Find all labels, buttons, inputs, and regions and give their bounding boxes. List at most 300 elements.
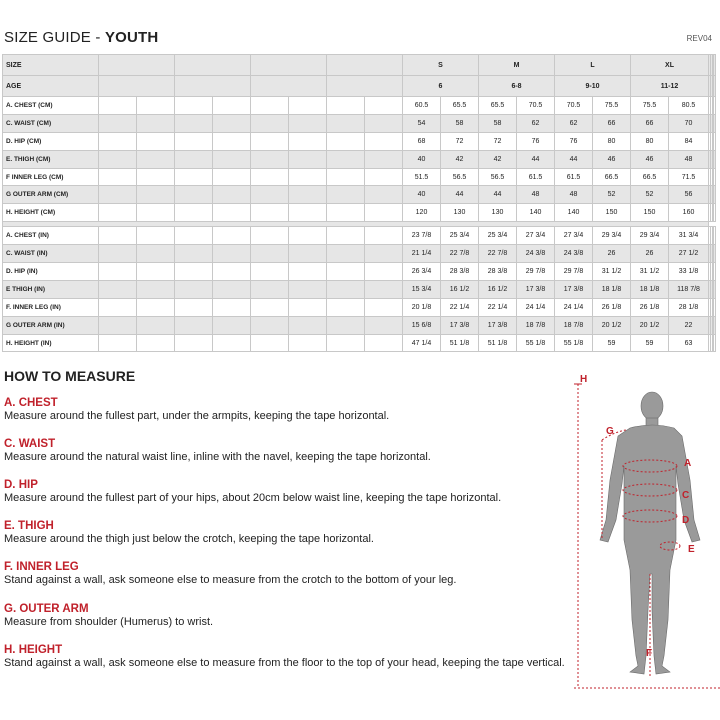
value-cell: 31 1/2 — [631, 263, 669, 281]
empty-cell — [289, 298, 327, 316]
empty-cell — [714, 204, 716, 222]
size-table — [2, 54, 716, 352]
empty-cell — [99, 132, 137, 150]
empty-cell — [365, 298, 403, 316]
figure-label-a: A — [684, 458, 692, 469]
empty-cell — [365, 97, 403, 115]
value-cell: 80 — [631, 132, 669, 150]
empty-cell — [714, 263, 716, 281]
empty-cell — [365, 334, 403, 352]
empty-cell — [365, 263, 403, 281]
empty-cell — [137, 204, 175, 222]
value-cell: 58 — [479, 114, 517, 132]
empty-cell — [327, 280, 365, 298]
value-cell: 140 — [517, 204, 555, 222]
value-cell: 23 7/8 — [403, 227, 441, 245]
value-cell: 17 3/8 — [479, 316, 517, 334]
empty-cell — [251, 204, 289, 222]
empty-cell — [251, 280, 289, 298]
empty-cell — [327, 227, 365, 245]
measure-title: E. THIGH — [4, 520, 54, 532]
value-cell: 130 — [479, 204, 517, 222]
measure-item — [4, 561, 456, 586]
value-cell: 40 — [403, 186, 441, 204]
empty-cell — [175, 316, 213, 334]
empty-cell — [327, 132, 365, 150]
empty-cell — [213, 204, 251, 222]
empty-cell — [289, 334, 327, 352]
value-cell: 52 — [593, 186, 631, 204]
table-row — [3, 150, 716, 168]
value-cell: 28 1/8 — [669, 298, 709, 316]
empty-cell — [213, 316, 251, 334]
empty-cell — [289, 227, 327, 245]
row-label: F. INNER LEG (IN) — [3, 298, 99, 316]
measure-title: C. WAIST — [4, 438, 56, 450]
value-cell: 22 — [669, 316, 709, 334]
value-cell: 52 — [631, 186, 669, 204]
empty-cell — [327, 316, 365, 334]
value-cell: 15 6/8 — [403, 316, 441, 334]
value-cell: 84 — [669, 132, 709, 150]
empty-cell — [365, 186, 403, 204]
value-cell: 66 — [631, 114, 669, 132]
figure-label-d: D — [682, 515, 690, 526]
row-label: C. WAIST (CM) — [3, 114, 99, 132]
value-cell: 59 — [593, 334, 631, 352]
table-row — [3, 334, 716, 352]
row-label: A. CHEST (CM) — [3, 97, 99, 115]
value-cell: 22 7/8 — [479, 245, 517, 263]
measure-item — [4, 397, 389, 422]
header-cell: 6-8 — [479, 76, 555, 97]
measure-item — [4, 603, 213, 628]
value-cell: 26 3/4 — [403, 263, 441, 281]
value-cell: 21 1/4 — [403, 245, 441, 263]
value-cell: 27 1/2 — [669, 245, 709, 263]
empty-cell — [251, 132, 289, 150]
empty-cell — [251, 76, 327, 97]
measure-title: A. CHEST — [4, 397, 58, 409]
value-cell: 29 3/4 — [631, 227, 669, 245]
empty-cell — [289, 150, 327, 168]
value-cell: 15 3/4 — [403, 280, 441, 298]
empty-cell — [137, 97, 175, 115]
empty-cell — [251, 298, 289, 316]
value-cell: 48 — [555, 186, 593, 204]
header-cell: XL — [631, 55, 709, 76]
empty-cell — [251, 168, 289, 186]
value-cell: 16 1/2 — [441, 280, 479, 298]
value-cell: 28 3/8 — [441, 263, 479, 281]
value-cell: 70.5 — [555, 97, 593, 115]
empty-cell — [327, 150, 365, 168]
empty-cell — [714, 132, 716, 150]
value-cell: 56.5 — [479, 168, 517, 186]
value-cell: 62 — [555, 114, 593, 132]
empty-cell — [99, 245, 137, 263]
value-cell: 140 — [555, 204, 593, 222]
value-cell: 56.5 — [441, 168, 479, 186]
measure-item — [4, 520, 374, 545]
empty-cell — [327, 76, 403, 97]
empty-cell — [175, 132, 213, 150]
measure-title: G. OUTER ARM — [4, 603, 89, 615]
value-cell: 24 3/8 — [517, 245, 555, 263]
empty-cell — [365, 132, 403, 150]
empty-cell — [175, 150, 213, 168]
row-label: E. THIGH (CM) — [3, 150, 99, 168]
empty-cell — [175, 76, 251, 97]
empty-cell — [289, 186, 327, 204]
empty-cell — [251, 245, 289, 263]
value-cell: 66.5 — [593, 168, 631, 186]
empty-cell — [175, 97, 213, 115]
empty-cell — [327, 298, 365, 316]
value-cell: 18 7/8 — [517, 316, 555, 334]
value-cell: 44 — [517, 150, 555, 168]
empty-cell — [99, 263, 137, 281]
value-cell: 22 1/4 — [479, 298, 517, 316]
value-cell: 46 — [593, 150, 631, 168]
value-cell: 58 — [441, 114, 479, 132]
empty-cell — [251, 316, 289, 334]
value-cell: 48 — [669, 150, 709, 168]
value-cell: 44 — [441, 186, 479, 204]
empty-cell — [99, 186, 137, 204]
empty-cell — [327, 168, 365, 186]
empty-cell — [213, 280, 251, 298]
empty-cell — [175, 280, 213, 298]
value-cell: 25 3/4 — [479, 227, 517, 245]
empty-cell — [213, 227, 251, 245]
value-cell: 65.5 — [479, 97, 517, 115]
header-label: AGE — [3, 76, 99, 97]
value-cell: 63 — [669, 334, 709, 352]
empty-cell — [137, 114, 175, 132]
value-cell: 20 1/8 — [403, 298, 441, 316]
table-row — [3, 168, 716, 186]
revision-code: REV04 — [686, 34, 712, 43]
value-cell: 24 3/8 — [555, 245, 593, 263]
empty-cell — [175, 334, 213, 352]
measure-item — [4, 644, 565, 669]
value-cell: 17 3/8 — [441, 316, 479, 334]
value-cell: 26 — [631, 245, 669, 263]
value-cell: 70 — [669, 114, 709, 132]
empty-cell — [137, 334, 175, 352]
value-cell: 59 — [631, 334, 669, 352]
empty-cell — [99, 227, 137, 245]
empty-cell — [289, 168, 327, 186]
measure-description: Measure around the fullest part, under the armpits, keeping the tape horizontal. — [4, 410, 390, 422]
measure-description: Stand against a wall, ask someone else to measure from the crotch to the bottom of your leg. — [4, 574, 457, 586]
empty-cell — [365, 245, 403, 263]
row-label: A. CHEST (IN) — [3, 227, 99, 245]
figure-label-f: F — [646, 648, 653, 659]
value-cell: 44 — [479, 186, 517, 204]
empty-cell — [99, 280, 137, 298]
row-label: H. HEIGHT (CM) — [3, 204, 99, 222]
empty-cell — [175, 55, 251, 76]
value-cell: 29 7/8 — [555, 263, 593, 281]
row-label: F INNER LEG (CM) — [3, 168, 99, 186]
value-cell: 33 1/8 — [669, 263, 709, 281]
figure-label-e: E — [688, 544, 695, 555]
value-cell: 54 — [403, 114, 441, 132]
empty-cell — [289, 204, 327, 222]
value-cell: 120 — [403, 204, 441, 222]
figure-label-h: H — [580, 374, 588, 385]
header-label: SIZE — [3, 55, 99, 76]
empty-cell — [714, 186, 716, 204]
measure-description: Measure around the thigh just below the crotch, keeping the tape horizontal. — [4, 533, 374, 545]
row-label: H. HEIGHT (IN) — [3, 334, 99, 352]
value-cell: 70.5 — [517, 97, 555, 115]
value-cell: 29 7/8 — [517, 263, 555, 281]
empty-cell — [137, 186, 175, 204]
table-row — [3, 132, 716, 150]
empty-cell — [137, 245, 175, 263]
empty-cell — [175, 114, 213, 132]
value-cell: 44 — [555, 150, 593, 168]
value-cell: 72 — [479, 132, 517, 150]
figure-label-c: C — [682, 490, 690, 501]
value-cell: 61.5 — [517, 168, 555, 186]
empty-cell — [213, 263, 251, 281]
value-cell: 22 7/8 — [441, 245, 479, 263]
table-row — [3, 97, 716, 115]
empty-cell — [137, 227, 175, 245]
empty-cell — [327, 114, 365, 132]
empty-cell — [327, 263, 365, 281]
row-label: D. HIP (IN) — [3, 263, 99, 281]
empty-cell — [99, 168, 137, 186]
value-cell: 62 — [517, 114, 555, 132]
empty-cell — [365, 227, 403, 245]
empty-cell — [137, 132, 175, 150]
empty-cell — [175, 263, 213, 281]
empty-cell — [251, 150, 289, 168]
empty-cell — [327, 97, 365, 115]
value-cell: 18 7/8 — [555, 316, 593, 334]
value-cell: 150 — [631, 204, 669, 222]
empty-cell — [327, 204, 365, 222]
measure-title: H. HEIGHT — [4, 644, 63, 656]
empty-cell — [251, 186, 289, 204]
value-cell: 24 1/4 — [555, 298, 593, 316]
value-cell: 16 1/2 — [479, 280, 517, 298]
empty-cell — [327, 186, 365, 204]
measure-description: Measure from shoulder (Humerus) to wrist. — [4, 616, 214, 628]
empty-cell — [251, 97, 289, 115]
empty-cell — [213, 168, 251, 186]
table-row — [3, 316, 716, 334]
row-label: G OUTER ARM (CM) — [3, 186, 99, 204]
value-cell: 76 — [517, 132, 555, 150]
value-cell: 18 1/8 — [631, 280, 669, 298]
value-cell: 80.5 — [669, 97, 709, 115]
table-row — [3, 186, 716, 204]
empty-cell — [99, 76, 175, 97]
value-cell: 20 1/2 — [631, 316, 669, 334]
measure-description: Measure around the fullest part of your hips, about 20cm below waist line, keeping the tape horizontal. — [4, 492, 502, 504]
empty-cell — [251, 55, 327, 76]
value-cell: 22 1/4 — [441, 298, 479, 316]
value-cell: 71.5 — [669, 168, 709, 186]
empty-cell — [137, 298, 175, 316]
table-row — [3, 245, 716, 263]
value-cell: 24 1/4 — [517, 298, 555, 316]
empty-cell — [213, 298, 251, 316]
value-cell: 72 — [441, 132, 479, 150]
measure-item — [4, 438, 431, 463]
empty-cell — [99, 150, 137, 168]
empty-cell — [251, 334, 289, 352]
header-cell: 6 — [403, 76, 479, 97]
value-cell: 26 1/8 — [631, 298, 669, 316]
measure-title: F. INNER LEG — [4, 561, 79, 573]
value-cell: 80 — [593, 132, 631, 150]
header-cell: M — [479, 55, 555, 76]
empty-cell — [213, 114, 251, 132]
empty-cell — [289, 280, 327, 298]
empty-cell — [289, 316, 327, 334]
figure-label-g: G — [606, 426, 614, 437]
value-cell: 26 — [593, 245, 631, 263]
measure-description: Measure around the natural waist line, inline with the navel, keeping the tape horizontal. — [4, 451, 431, 463]
header-cell: 11-12 — [631, 76, 709, 97]
empty-cell — [251, 114, 289, 132]
row-label: C. WAIST (IN) — [3, 245, 99, 263]
empty-cell — [213, 186, 251, 204]
empty-cell — [137, 168, 175, 186]
header-cell: 9-10 — [555, 76, 631, 97]
table-row — [3, 298, 716, 316]
value-cell: 17 3/8 — [555, 280, 593, 298]
empty-cell — [213, 132, 251, 150]
empty-cell — [289, 245, 327, 263]
table-header-row — [3, 55, 716, 76]
empty-cell — [327, 55, 403, 76]
row-label: G OUTER ARM (IN) — [3, 316, 99, 334]
empty-cell — [251, 263, 289, 281]
empty-cell — [365, 280, 403, 298]
empty-cell — [213, 97, 251, 115]
table-header-row — [3, 76, 716, 97]
empty-cell — [137, 263, 175, 281]
value-cell: 55 1/8 — [555, 334, 593, 352]
table-row — [3, 263, 716, 281]
value-cell: 150 — [593, 204, 631, 222]
empty-cell — [175, 245, 213, 263]
table-row — [3, 114, 716, 132]
empty-cell — [714, 280, 716, 298]
empty-cell — [714, 168, 716, 186]
value-cell: 17 3/8 — [517, 280, 555, 298]
empty-cell — [99, 334, 137, 352]
row-label: E THIGH (IN) — [3, 280, 99, 298]
empty-cell — [327, 334, 365, 352]
row-label: D. HIP (CM) — [3, 132, 99, 150]
value-cell: 51.5 — [403, 168, 441, 186]
empty-cell — [714, 334, 716, 352]
value-cell: 29 3/4 — [593, 227, 631, 245]
empty-cell — [99, 114, 137, 132]
empty-cell — [99, 55, 175, 76]
value-cell: 76 — [555, 132, 593, 150]
value-cell: 66 — [593, 114, 631, 132]
value-cell: 55 1/8 — [517, 334, 555, 352]
empty-cell — [137, 316, 175, 334]
value-cell: 20 1/2 — [593, 316, 631, 334]
empty-cell — [714, 227, 716, 245]
empty-cell — [289, 114, 327, 132]
value-cell: 51 1/8 — [479, 334, 517, 352]
value-cell: 56 — [669, 186, 709, 204]
value-cell: 48 — [517, 186, 555, 204]
empty-cell — [714, 55, 716, 76]
empty-cell — [365, 114, 403, 132]
empty-cell — [714, 97, 716, 115]
value-cell: 75.5 — [593, 97, 631, 115]
empty-cell — [137, 280, 175, 298]
empty-cell — [714, 245, 716, 263]
measure-title: D. HIP — [4, 479, 38, 491]
value-cell: 27 3/4 — [555, 227, 593, 245]
empty-cell — [175, 168, 213, 186]
value-cell: 160 — [669, 204, 709, 222]
table-row — [3, 280, 716, 298]
value-cell: 26 1/8 — [593, 298, 631, 316]
page-title: SIZE GUIDE - YOUTH — [4, 29, 159, 46]
empty-cell — [175, 227, 213, 245]
value-cell: 42 — [441, 150, 479, 168]
empty-cell — [99, 97, 137, 115]
value-cell: 65.5 — [441, 97, 479, 115]
value-cell: 40 — [403, 150, 441, 168]
empty-cell — [365, 168, 403, 186]
value-cell: 31 1/2 — [593, 263, 631, 281]
empty-cell — [99, 204, 137, 222]
value-cell: 42 — [479, 150, 517, 168]
header-cell: L — [555, 55, 631, 76]
empty-cell — [175, 204, 213, 222]
value-cell: 28 3/8 — [479, 263, 517, 281]
empty-cell — [714, 316, 716, 334]
empty-cell — [289, 263, 327, 281]
value-cell: 118 7/8 — [669, 280, 709, 298]
table-row — [3, 204, 716, 222]
value-cell: 46 — [631, 150, 669, 168]
empty-cell — [175, 186, 213, 204]
value-cell: 60.5 — [403, 97, 441, 115]
value-cell: 130 — [441, 204, 479, 222]
empty-cell — [289, 132, 327, 150]
empty-cell — [137, 150, 175, 168]
body-measurement-figure — [560, 370, 720, 710]
value-cell: 25 3/4 — [441, 227, 479, 245]
value-cell: 61.5 — [555, 168, 593, 186]
empty-cell — [714, 150, 716, 168]
value-cell: 66.5 — [631, 168, 669, 186]
empty-cell — [714, 298, 716, 316]
measure-description: Stand against a wall, ask someone else to measure from the floor to the top of your head, keeping the tape vertical. — [4, 657, 565, 669]
value-cell: 51 1/8 — [441, 334, 479, 352]
empty-cell — [175, 298, 213, 316]
empty-cell — [365, 150, 403, 168]
table-row — [3, 227, 716, 245]
